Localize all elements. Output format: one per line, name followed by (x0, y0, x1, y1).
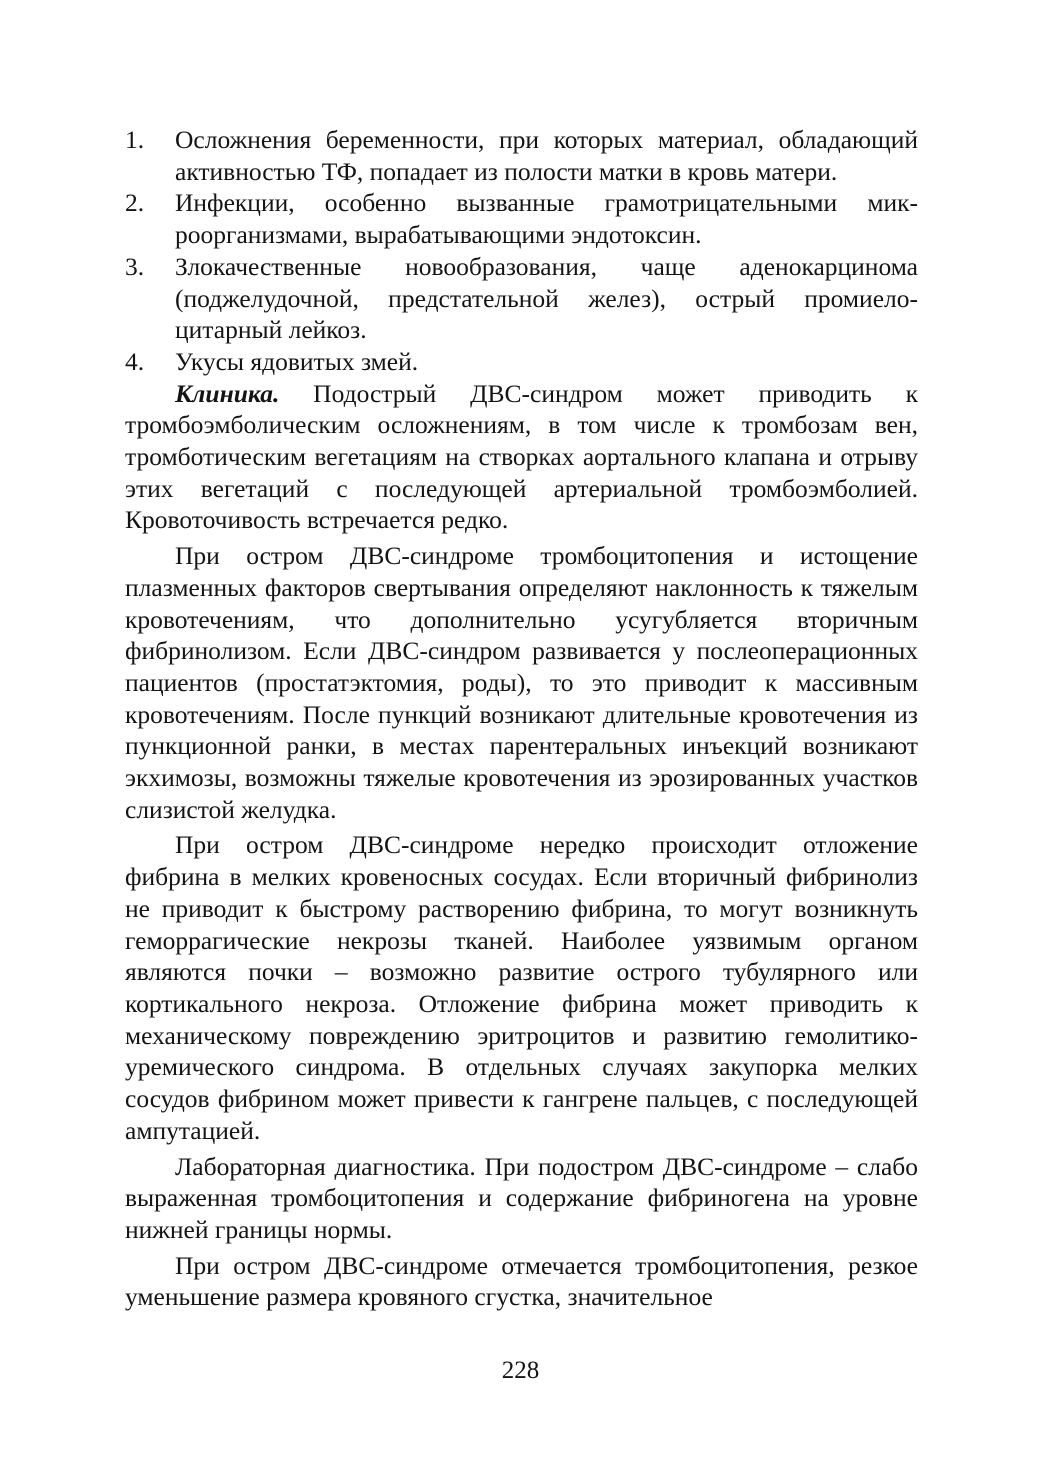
paragraph-acute-bleeding: При остром ДВС-синдроме тромбоцитопения и истощение плазменных факторов свертывания определяют наклонность к тяжелым кровотечениям, что дополнительно усугубляется вторичным фибринолизом. Если ДВС-синдром развивается у послеоперационных пациентов (простатэктомия, роды), то это приводит к массивным кровотечениям. После пункций возникают длительные кровотечения из пункционной ранки, в местах парентеральных инъекций возникают экхимозы, возможны тяжелые кровотечения из эрозированных участков слизистой желудка. (125, 541, 918, 824)
list-item-text: Инфекции, особенно вызванные грамотрицательными микроорганизмами, вырабатывающими эндотоксин. (175, 188, 918, 250)
list-item-text: Осложнения беременности, при которых материал, обладающий активностью ТФ, попадает из полости матки в кровь матери. (175, 125, 918, 186)
clinic-heading: Клиника. (175, 378, 280, 408)
list-item-number: 2. (125, 188, 145, 218)
list-item (125, 124, 918, 187)
page-body (125, 124, 918, 1313)
clinic-paragraph (125, 378, 918, 537)
list-item-text: Злокачественные новообразования, чаще аденокарцинома (поджелудочной, предстательной желез), острый промиелоцитарный лейкоз. (175, 251, 918, 345)
list-item (125, 251, 918, 346)
paragraph-lab-diagnostics: Лабораторная диагностика. При подостром ДВС-синдроме – слабо выраженная тромбоцитопения и содержание фибриногена на уровне нижней границы нормы. (125, 1151, 918, 1244)
list-item (125, 187, 918, 250)
paragraph-acute-lab: При остром ДВС-синдроме отмечается тромбоцитопения, резкое уменьшение размера кровяного сгустка, значительное (125, 1250, 918, 1312)
numbered-list (125, 124, 918, 378)
paragraph-fibrin-deposition: При остром ДВС-синдроме нередко происходит отложение фибрина в мелких кровеносных сосудах. Если вторичный фибринолиз не приводит к быстрому растворению фибрина, то могут возникнуть геморрагические некрозы тканей. Наиболее уязвимым органом являются почки – возможно развитие острого тубулярного или кортикального некроза. Отложение фибрина может приводить к механическому повреждению эритроцитов и развитию гемолитико-уремического синдрома. В отдельных случаях закупорка мелких сосудов фибрином может привести к гангрене пальцев, с последующей ампутацией. (125, 830, 918, 1145)
page-number: 228 (501, 1357, 540, 1384)
list-item-number: 4. (125, 346, 145, 376)
list-item-number: 1. (125, 125, 145, 154)
list-item-number: 3. (125, 251, 145, 281)
list-item-text: Укусы ядовитых змей. (175, 346, 419, 376)
clinic-text: Подострый ДВС-синдром может приводить к тромбоэмболическим осложнениям, в том числе к тромбозам вен, тромботическим вегетациям на створках аортального клапана и отрыву этих вегетаций с последующей артериальной тромбоэмболией. Кровоточивость встречается редко. (125, 378, 918, 535)
list-item (125, 346, 918, 378)
